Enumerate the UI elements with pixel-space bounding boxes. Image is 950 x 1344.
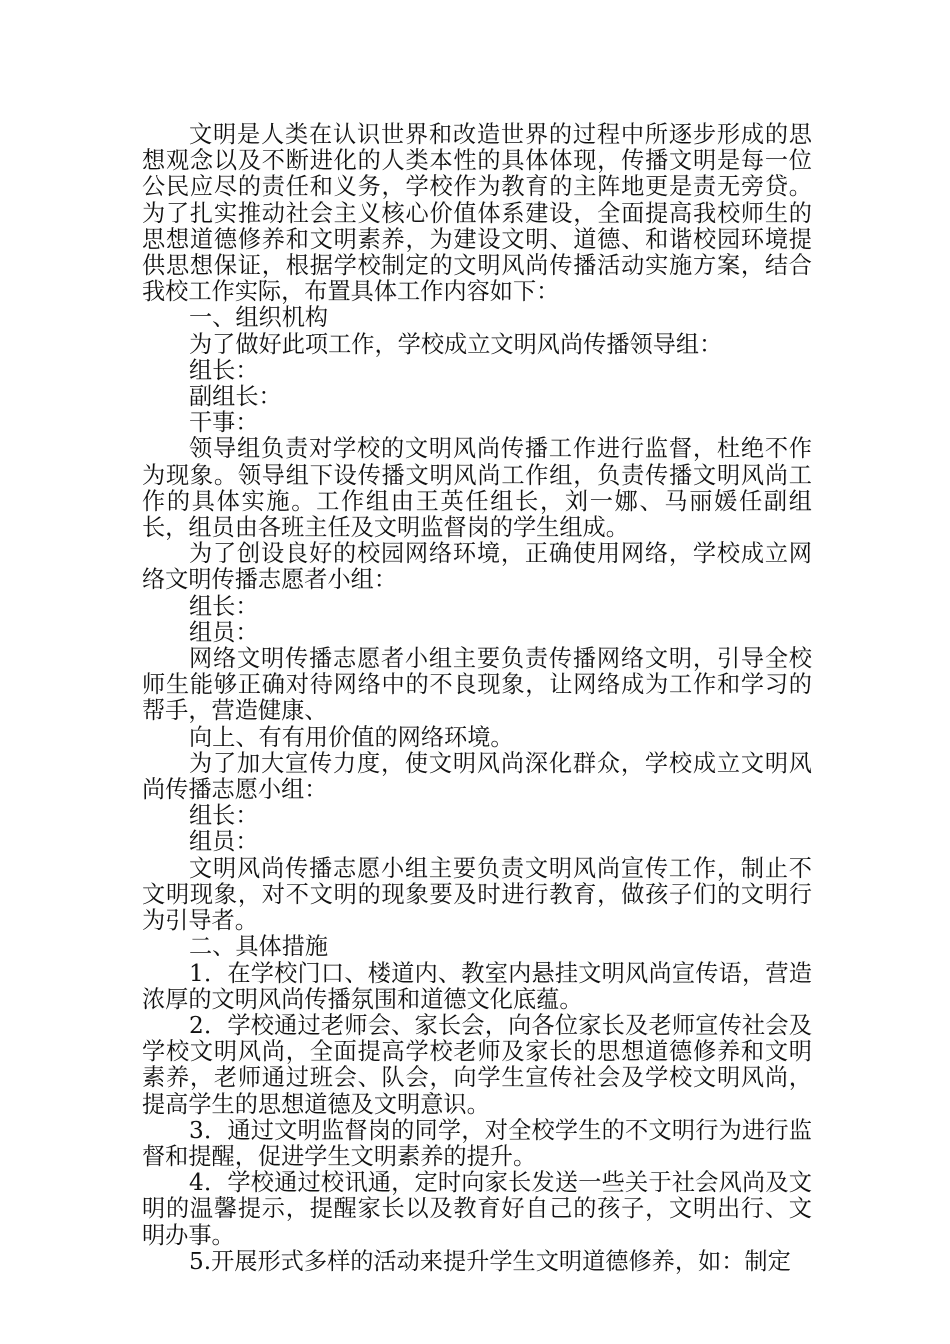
section-heading-measures: 二、具体措施 <box>189 933 329 961</box>
promotion-member-line: 组员： <box>189 828 259 856</box>
measure-1: 1．在学校门口、楼道内、教室内悬挂文明风尚宣传语，营造浓厚的文明风尚传播氛围和道德文化底蕴。 <box>142 959 812 1013</box>
network-duty-continued: 向上、有有用价值的网络环境。 <box>189 723 514 751</box>
measure-5: 5.开展形式多样的活动来提升学生文明道德修养，如：制定 <box>189 1247 791 1275</box>
network-leader-line: 组长： <box>189 592 259 620</box>
staff-line: 干事： <box>189 409 259 437</box>
promotion-leader-line: 组长： <box>189 802 259 830</box>
network-group-paragraph: 为了创设良好的校园网络环境，正确使用网络，学校成立网络文明传播志愿者小组： <box>142 540 812 594</box>
measure-4: 4．学校通过校讯通，定时向家长发送一些关于社会风尚及文明的温馨提示，提醒家长以及教育好自己的孩子，文明出行、文明办事。 <box>142 1169 812 1249</box>
measure-2: 2．学校通过老师会、家长会，向各位家长及老师宣传社会及学校文明风尚，全面提高学校老师及家长的思想道德修养和文明素养，老师通过班会、队会，向学生宣传社会及学校文明风尚，提高学生的思想道德及文明意识。 <box>142 1011 812 1118</box>
leader-line: 组长： <box>189 356 259 384</box>
document-body <box>142 122 812 1275</box>
network-member-line: 组员： <box>189 618 259 646</box>
intro-paragraph: 文明是人类在认识世界和改造世界的过程中所逐步形成的思想观念以及不断进化的人类本性的具体体现，传播文明是每一位公民应尽的责任和义务，学校作为教育的主阵地更是责无旁贷。为了扎实推动社会主义核心价值体系建设，全面提高我校师生的思想道德修养和文明素养，为建设文明、道德、和谐校园环境提供思想保证，根据学校制定的文明风尚传播活动实施方案，结合我校工作实际，布置具体工作内容如下： <box>142 121 812 306</box>
deputy-leader-line: 副组长： <box>189 383 282 411</box>
promotion-group-paragraph: 为了加大宣传力度，使文明风尚深化群众，学校成立文明风尚传播志愿小组： <box>142 749 812 804</box>
network-duty-paragraph: 网络文明传播志愿者小组主要负责传播网络文明，引导全校师生能够正确对待网络中的不良现象，让网络成为工作和学习的帮手，营造健康、 <box>142 645 812 725</box>
leadership-duty-paragraph: 领导组负责对学校的文明风尚传播工作进行监督，杜绝不作为现象。领导组下设传播文明风尚工作组，负责传播文明风尚工作的具体实施。工作组由王英任组长，刘一娜、马丽媛任副组长，组员由各班主任及文明监督岗的学生组成。 <box>142 435 812 542</box>
measure-3: 3．通过文明监督岗的同学，对全校学生的不文明行为进行监督和提醒，促进学生文明素养的提升。 <box>142 1116 812 1170</box>
section-heading-organization: 一、组织机构 <box>189 304 329 332</box>
leadership-group-paragraph: 为了做好此项工作，学校成立文明风尚传播领导组： <box>189 330 723 358</box>
promotion-duty-paragraph: 文明风尚传播志愿小组主要负责文明风尚宣传工作，制止不文明现象，对不文明的现象要及时进行教育，做孩子们的文明行为引导者。 <box>142 854 812 935</box>
